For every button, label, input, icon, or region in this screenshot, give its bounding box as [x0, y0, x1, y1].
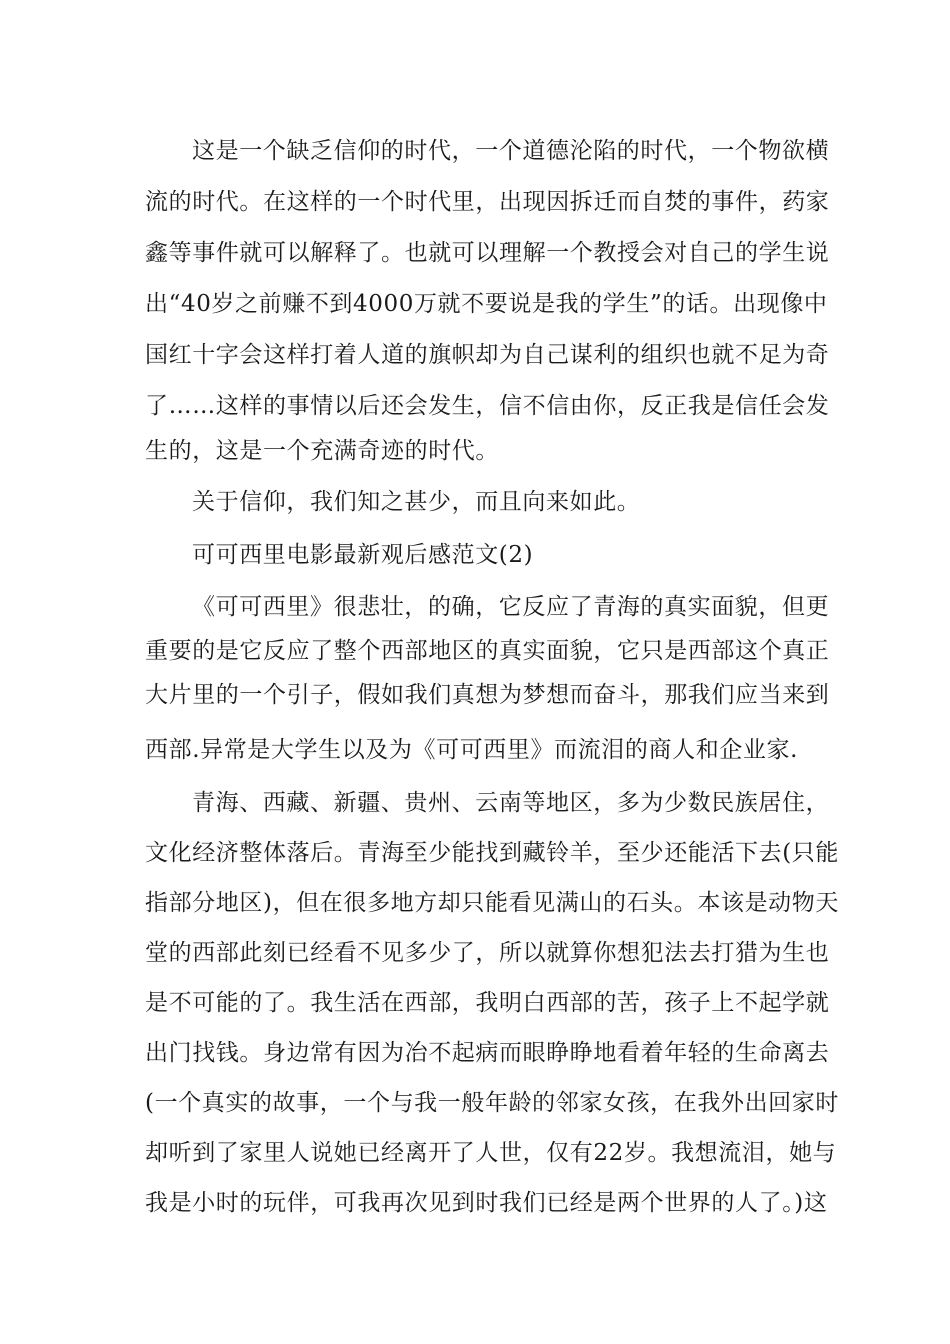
text-line: 我是小时的玩伴，可我再次见到时我们已经是两个世界的人了。)这	[145, 1190, 828, 1216]
text-line: 大片里的一个引子，假如我们真想为梦想而奋斗，那我们应当来到	[145, 682, 830, 708]
text-line: 指部分地区)，但在很多地方却只能看见满山的石头。本该是动物天	[145, 890, 839, 916]
text-line: 生的，这是一个充满奇迹的时代。	[145, 438, 499, 464]
text-line: 却听到了家里人说她已经离开了人世，仅有22岁。我想流泪，她与	[145, 1140, 837, 1166]
text-line: 出“40岁之前赚不到4000万就不要说是我的学生”的话。出现像中	[145, 291, 828, 317]
text-line: 流的时代。在这样的一个时代里，出现因拆迁而自焚的事件，药家	[145, 189, 830, 215]
text-line: 了……这样的事情以后还会发生，信不信由你，反正我是信任会发	[145, 393, 830, 419]
text-line: (一个真实的故事，一个与我一般年龄的邻家女孩，在我外出回家时	[145, 1090, 839, 1116]
section-heading: 可可西里电影最新观后感范文(2)	[192, 542, 534, 568]
text-line: 重要的是它反应了整个西部地区的真实面貌，它只是西部这个真正	[145, 638, 830, 664]
text-line: 堂的西部此刻已经看不见多少了，所以就算你想犯法去打猎为生也	[145, 940, 830, 966]
text-line: 出门找钱。身边常有因为冶不起病而眼睁睁地看着年轻的生命离去	[145, 1040, 830, 1066]
text-line: 西部.异常是大学生以及为《可可西里》而流泪的商人和企业家.	[145, 737, 799, 763]
text-line: 《可可西里》很悲壮，的确，它反应了青海的真实面貌，但更	[192, 594, 830, 620]
text-line: 这是一个缺乏信仰的时代，一个道德沦陷的时代，一个物欲横	[192, 138, 830, 164]
text-line: 国红十字会这样打着人道的旗帜却为自己谋利的组织也就不足为奇	[145, 342, 830, 368]
text-line: 文化经济整体落后。青海至少能找到藏铃羊，至少还能活下去(只能	[145, 840, 839, 866]
text-line: 青海、西藏、新疆、贵州、云南等地区，多为少数民族居住，	[192, 790, 830, 816]
text-line: 是不可能的了。我生活在西部，我明白西部的苦，孩子上不起学就	[145, 990, 830, 1016]
text-line: 关于信仰，我们知之甚少，而且向来如此。	[192, 489, 641, 515]
text-line: 鑫等事件就可以解释了。也就可以理解一个教授会对自己的学生说	[145, 240, 830, 266]
